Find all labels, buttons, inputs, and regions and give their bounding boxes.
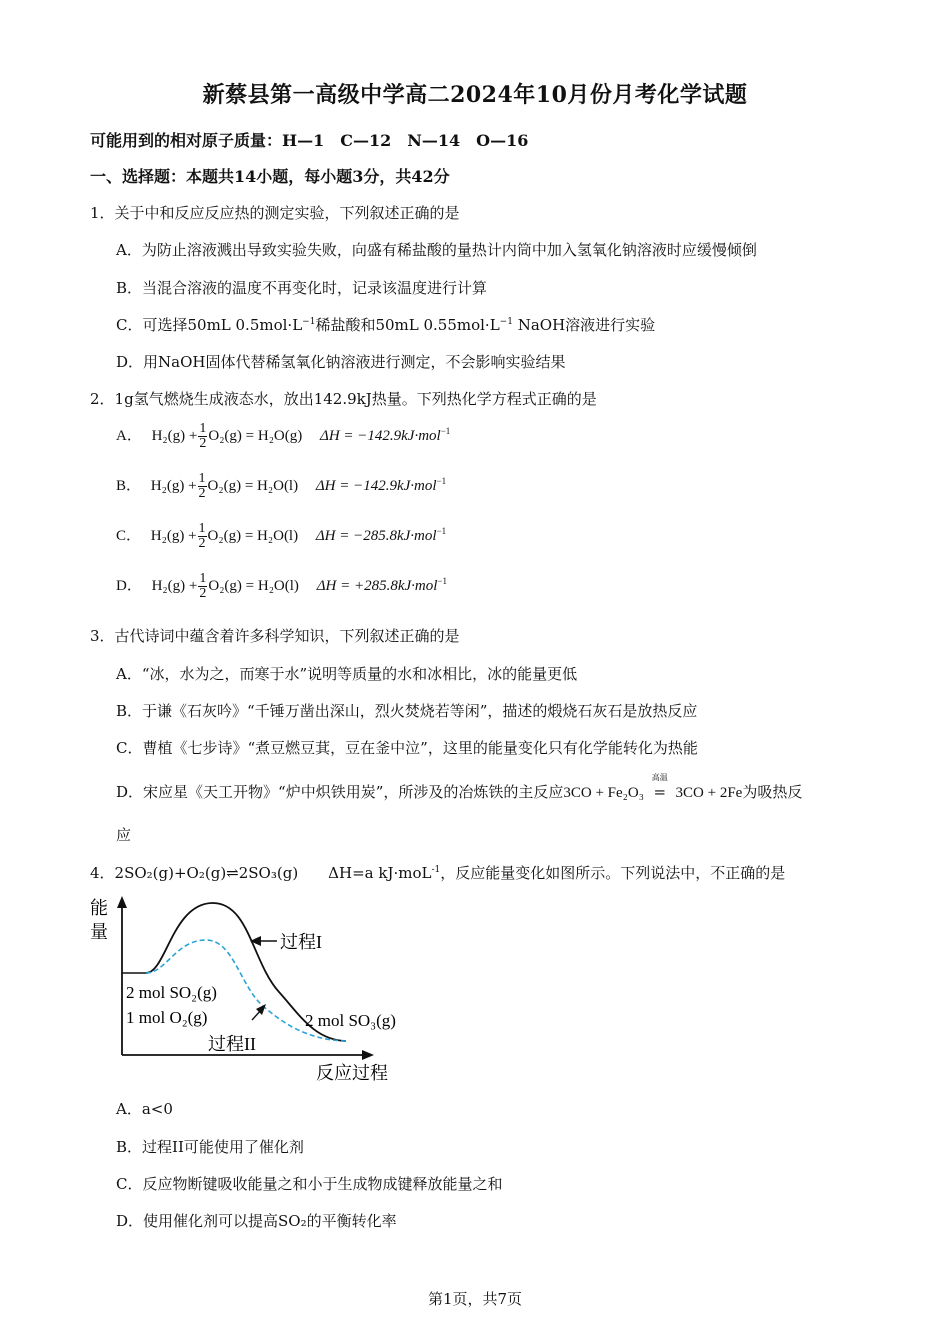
q4-option-b: B．过程II可能使用了催化剂 xyxy=(116,1138,304,1156)
q3-option-b: B．于谦《石灰吟》“千锤万凿出深山，烈火焚烧若等闲”，描述的煅烧石灰石是放热反应 xyxy=(116,702,698,720)
q2-option-a: A． H₂(g) + $\frac{1}{2}$ O₂(g) = H₂O(g) ΔH = −142.9kJ·mol$^{-1}$ xyxy=(116,421,451,451)
q2-option-b: B． H₂(g) + $\frac{1}{2}$ O₂(g) = H₂O(l) ΔH = −142.9kJ·mol$^{-1}$ xyxy=(116,471,447,501)
q2-option-d: D． H₂(g) + $\frac{1}{2}$ O₂(g) = H₂O(l) ΔH = +285.8kJ·mol$^{-1}$ xyxy=(116,571,447,601)
x-axis-arrow xyxy=(362,1050,374,1060)
q3-option-c: C．曹植《七步诗》“煮豆燃豆萁，豆在釜中泣”，这里的能量变化只有化学能转化为热能 xyxy=(116,739,698,757)
q1-option-d: D．用NaOH固体代替稀氢氧化钠溶液进行测定，不会影响实验结果 xyxy=(116,353,566,371)
label-process-1: 过程I xyxy=(280,932,322,952)
label-process-2: 过程II xyxy=(208,1034,256,1054)
y-axis-label-2: 量 xyxy=(90,922,108,942)
reactant-label-2: 1 mol O₂(g) xyxy=(126,1008,208,1027)
q1-option-a: A．为防止溶液溅出导致实验失败，向盛有稀盐酸的量热计内筒中加入氢氧化钠溶液时应缓慢倾倒 xyxy=(116,241,757,259)
product-label: 2 mol SO₃(g) xyxy=(305,1011,396,1030)
q3-option-a: A．“冰，水为之，而寒于水”说明等质量的水和冰相比，冰的能量更低 xyxy=(116,665,578,683)
y-axis-arrow xyxy=(117,896,127,908)
q1-option-c: C．可选择50mL $0.5mol\cdot L^{-1}$稀盐酸和50mL $0.55mol\cdot L^{-1}$ NaOH溶液进行实验 xyxy=(116,316,656,334)
q2-stem: 2．1g氢气燃烧生成液态水，放出142.9kJ热量。下列热化学方程式正确的是 xyxy=(90,390,597,408)
x-axis-label: 反应过程 xyxy=(316,1063,388,1083)
y-axis-label-1: 能 xyxy=(90,898,108,918)
q4-stem: 4．2SO₂(g)+O₂(g)⇌2SO₃(g) ΔH=a kJ·moL$^{-1}$，反应能量变化如图所示。下列说法中，不正确的是 xyxy=(90,864,786,882)
q4-option-c: C．反应物断键吸收能量之和小于生成物成键释放能量之和 xyxy=(116,1175,503,1193)
q3-option-d-continuation: 应 xyxy=(116,826,132,844)
q2-option-c: C． H₂(g) + $\frac{1}{2}$ O₂(g) = H₂O(l) ΔH = −285.8kJ·mol$^{-1}$ xyxy=(116,521,447,551)
section-heading: 一、选择题：本题共14小题，每小题3分，共42分 xyxy=(90,167,450,186)
q4-option-a: A．a<0 xyxy=(116,1100,173,1118)
q3-option-d: D．宋应星《天工开物》“炉中炽铁用炭”，所涉及的冶炼铁的主反应3CO + Fe₂O₃ 高温 = 3CO + 2Fe为吸热反 xyxy=(116,773,803,801)
energy-diagram xyxy=(84,892,414,1088)
q1-option-b: B．当混合溶液的温度不再变化时，记录该温度进行计算 xyxy=(116,279,488,297)
atomic-mass-line: 可能用到的相对原子质量：H—1 C—12 N—14 O—16 xyxy=(90,131,529,150)
reactant-label-1: 2 mol SO₂(g) xyxy=(126,983,217,1002)
q4-option-d: D．使用催化剂可以提高SO₂的平衡转化率 xyxy=(116,1212,397,1230)
page-title: 新蔡县第一高级中学高二2024年10月份月考化学试题 xyxy=(202,82,748,108)
q1-stem: 1．关于中和反应反应热的测定实验，下列叙述正确的是 xyxy=(90,204,460,222)
page-footer: 第1页，共7页 xyxy=(427,1290,523,1308)
q3-stem: 3．古代诗词中蕴含着许多科学知识，下列叙述正确的是 xyxy=(90,627,460,645)
